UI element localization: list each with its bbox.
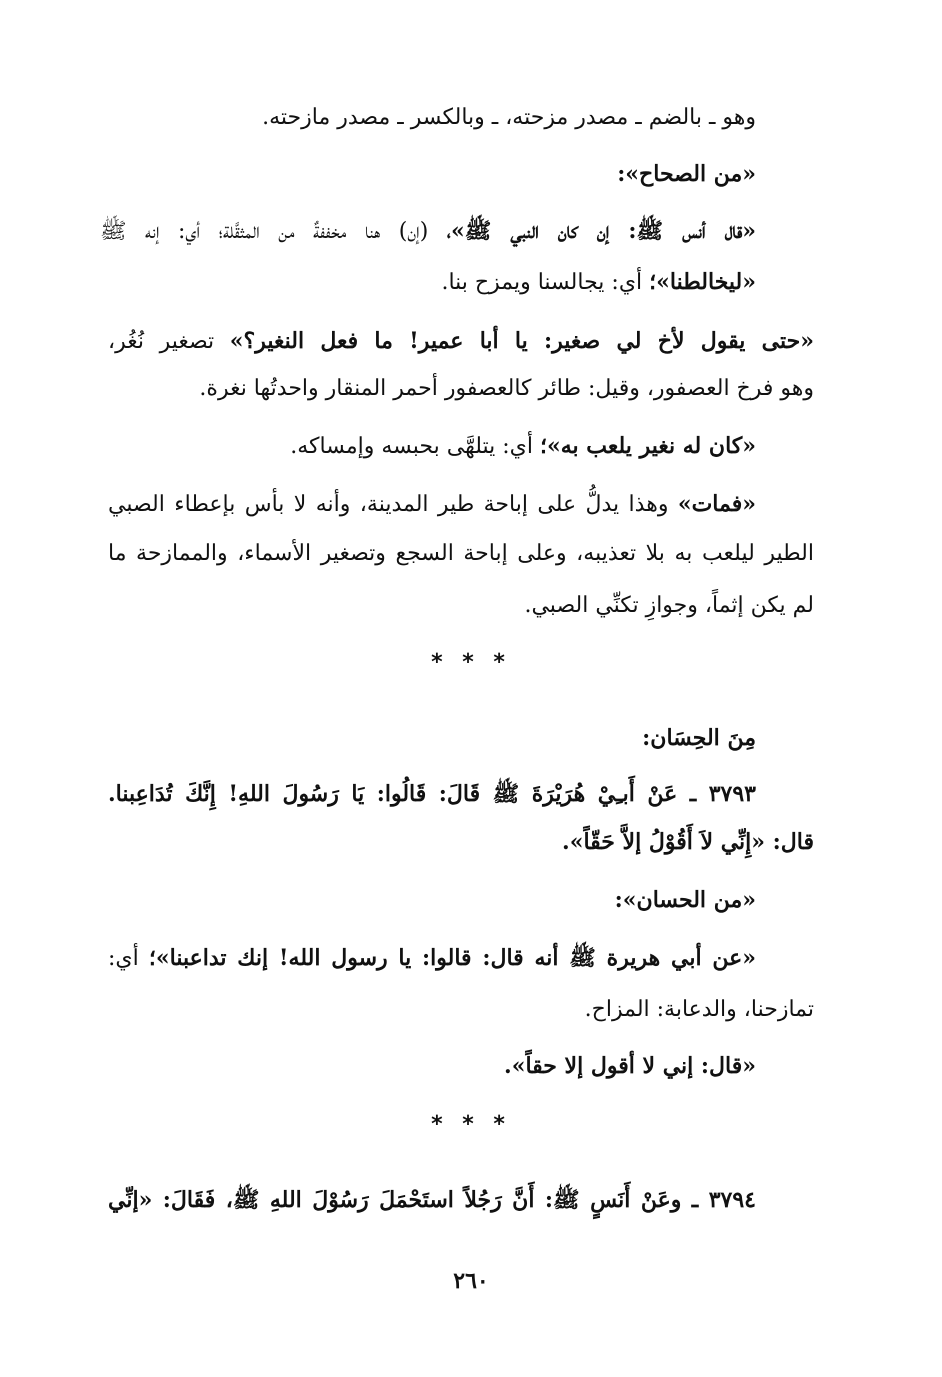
quoted-hadith: «قال أنس ﷺ: إن كان النبي ﷺ»، <box>446 218 756 244</box>
text-line <box>100 215 756 248</box>
text-line: وهو فرخ العصفور، وقيل: طائر كالعصفور أحمر المنقار واحدتُها نغرة. <box>199 376 814 401</box>
commentary: أي: يتلهَّى بحبسه وإمساكه. <box>290 434 540 459</box>
text-line: الطير ليلعب به بلا تعذيبه، وعلى إباحة السجع وتصغير الأسماء، والممازحة ما <box>108 541 814 566</box>
heading-from-hisan-comment: «من الحسان»: <box>614 887 756 913</box>
commentary: تصغير نُغُر، <box>108 329 230 354</box>
commentary: أي: <box>108 946 149 971</box>
text-line: وهو ـ بالضم ـ مصدر مزحته، ـ وبالكسر ـ مصدر مازحته. <box>262 105 756 130</box>
page-number: ٢٦٠ <box>453 1268 489 1294</box>
text-line: تمازحنا، والدعابة: المزاح. <box>584 997 814 1022</box>
section-separator: * * * <box>431 1112 511 1137</box>
quoted-hadith: «ليخالطنا»؛ <box>649 269 756 295</box>
commentary: وهذا يدلُّ على إباحة طير المدينة، وأنه لا بأس بإعطاء الصبي <box>108 492 678 517</box>
quoted-hadith: «حتى يقول لأخ لي صغير: يا أبا عمير! ما فعل النغير؟» <box>229 328 814 354</box>
text-line <box>108 325 814 358</box>
quoted-hadith: «كان له نغير يلعب به»؛ <box>539 433 756 459</box>
text-line <box>108 488 756 521</box>
text-line <box>290 430 756 463</box>
quoted-hadith: «فمات» <box>677 491 756 517</box>
hadith-3793: ٣٧٩٣ ـ عَنْ أَبـِيْ هُرَيْرَةَ ﷺ قَالَ: قَالُوا: يَا رَسُولَ اللهِ! إِنَّكَ تُدَاعِبنا. <box>108 781 756 807</box>
hadith-3794: ٣٧٩٤ ـ وعَنْ أَنَسٍ ﷺ: أَنَّ رَجُلاً استَحْمَلَ رَسُوْلَ اللهِ ﷺ، فَقَالَ: «إنِّي <box>108 1187 756 1213</box>
quoted-hadith: «عن أبي هريرة ﷺ أنه قال: قالوا: يا رسول الله! إنك تداعبنا»؛ <box>148 945 756 971</box>
commentary: (إن) هنا مخففةٌ من المثقَّلة؛ أي: إنه ﷺ <box>100 219 447 244</box>
commentary: أي: يجالسنا ويمزح بنا. <box>441 270 650 295</box>
heading-from-sihah: «من الصحاح»: <box>617 161 756 187</box>
hadith-3793-answer: قال: «إِنِّي لاَ أَقُوْلُ إلاَّ حَقّاً». <box>562 829 814 855</box>
text-line: لم يكن إثماً، وجوازِ تكنِّي الصبي. <box>524 593 814 618</box>
section-separator: * * * <box>431 650 511 675</box>
heading-from-hisan: مِنَ الحِسَان: <box>642 725 756 751</box>
quoted-hadith: «قال: إني لا أقول إلا حقاً». <box>504 1053 756 1079</box>
text-line <box>108 942 756 975</box>
text-line <box>441 266 756 299</box>
